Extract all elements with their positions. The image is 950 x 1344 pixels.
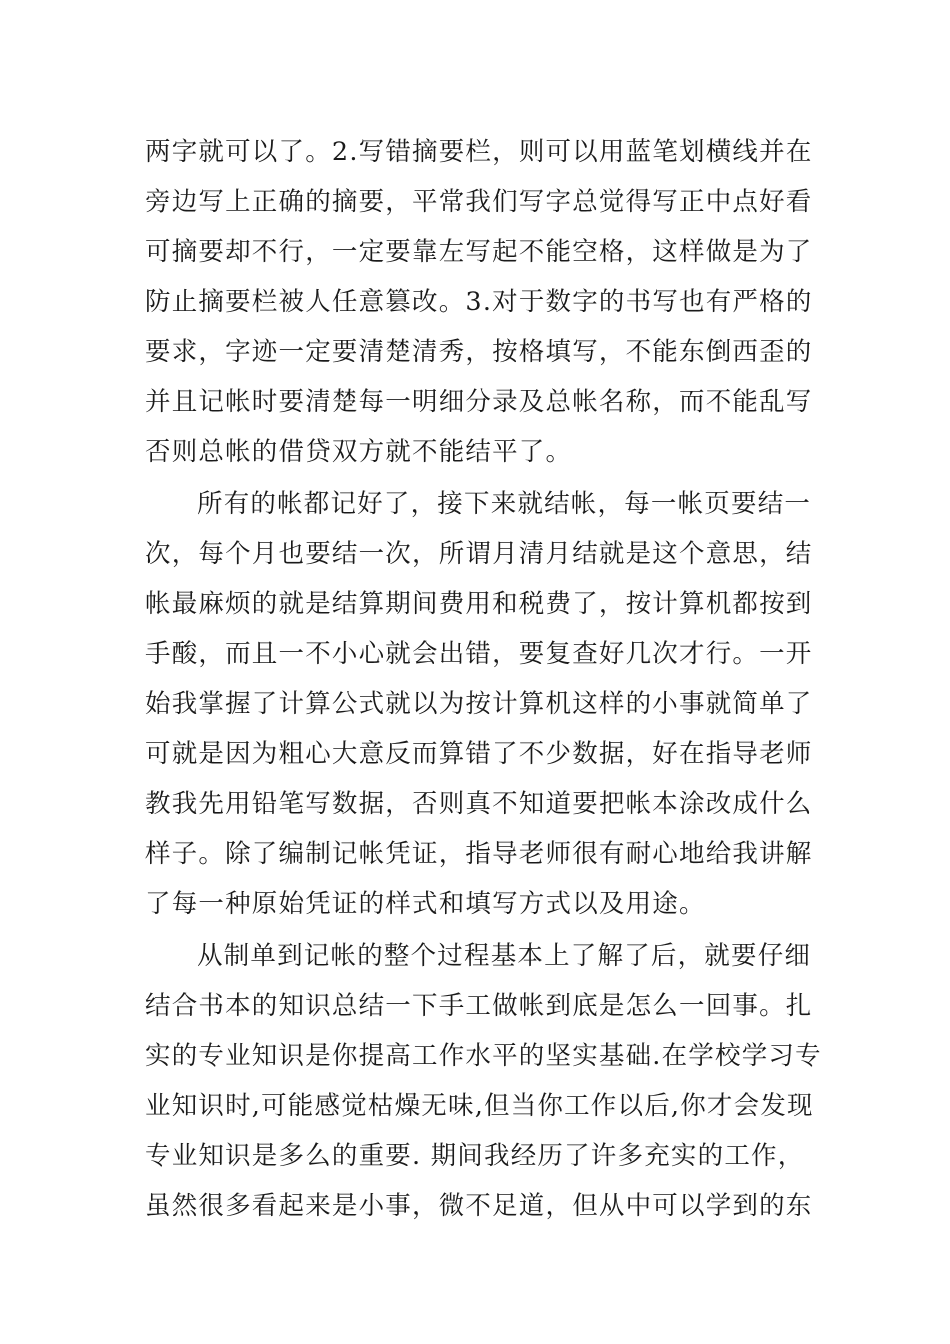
paragraph-start-line: 从制单到记帐的整个过程基本上了解了后，就要仔细 — [197, 941, 812, 971]
text-line-2: 旁边写上正确的摘要，平常我们写字总觉得写正中点好看 — [145, 187, 813, 217]
paragraph-start-line: 所有的帐都记好了，接下来就结帐，每一帐页要结一 — [197, 489, 812, 519]
text-line-19: 实的专业知识是你提高工作水平的坚实基础.在学校学习专 — [145, 1041, 822, 1071]
text-line-13: 可就是因为粗心大意反而算错了不少数据，好在指导老师 — [145, 739, 813, 769]
text-line-7: 否则总帐的借贷双方就不能结平了。 — [145, 437, 573, 467]
text-line-14: 教我先用铅笔写数据，否则真不知道要把帐本涂改成什么 — [145, 789, 813, 819]
text-line-5: 要求，字迹一定要清楚清秀，按格填写，不能东倒西歪的 — [145, 337, 813, 367]
text-line-3: 可摘要却不行，一定要靠左写起不能空格，这样做是为了 — [145, 237, 813, 267]
text-line-15: 样子。除了编制记帐凭证，指导老师很有耐心地给我讲解 — [145, 839, 813, 869]
text-line-20: 业知识时,可能感觉枯燥无味,但当你工作以后,你才会发现 — [145, 1091, 814, 1121]
text-line-10: 帐最麻烦的就是结算期间费用和税费了，按计算机都按到 — [145, 589, 813, 619]
text-line-1: 两字就可以了。2.写错摘要栏，则可以用蓝笔划横线并在 — [145, 137, 813, 167]
text-line-12: 始我掌握了计算公式就以为按计算机这样的小事就简单了 — [145, 689, 813, 719]
text-line-4: 防止摘要栏被人任意篡改。3.对于数字的书写也有严格的 — [145, 287, 813, 317]
text-line-18: 结合书本的知识总结一下手工做帐到底是怎么一回事。扎 — [145, 991, 813, 1021]
text-line-22: 虽然很多看起来是小事，微不足道，但从中可以学到的东 — [145, 1191, 813, 1221]
text-line-6: 并且记帐时要清楚每一明细分录及总帐名称，而不能乱写 — [145, 387, 813, 417]
text-line-21: 专业知识是多么的重要. 期间我经历了许多充实的工作， — [145, 1141, 805, 1171]
text-line-16: 了每一种原始凭证的样式和填写方式以及用途。 — [145, 889, 706, 919]
text-line-11: 手酸，而且一不小心就会出错，要复查好几次才行。一开 — [145, 639, 813, 669]
text-line-9: 次，每个月也要结一次，所谓月清月结就是这个意思，结 — [145, 539, 813, 569]
